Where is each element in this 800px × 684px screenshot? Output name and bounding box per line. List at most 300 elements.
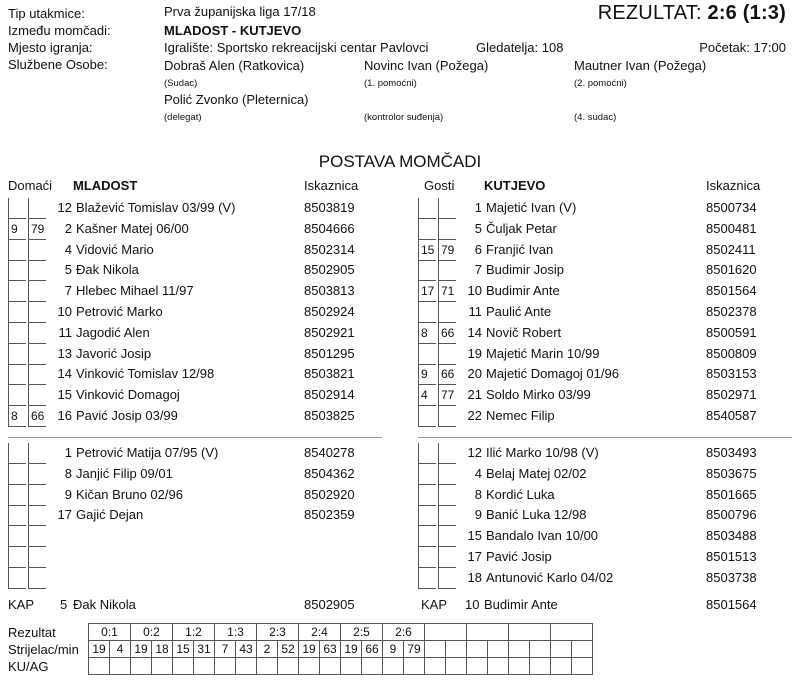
player-row <box>8 344 388 363</box>
player-name: Novič Robert <box>486 324 562 340</box>
player-number: 10 <box>57 304 72 319</box>
player-row <box>418 547 798 566</box>
sub-minute-box <box>438 406 456 427</box>
sub-in-box <box>418 219 436 240</box>
label-match-type: Tip utakmice: <box>8 6 85 21</box>
result-label: REZULTAT: <box>597 2 702 24</box>
player-id: 8501620 <box>706 262 757 278</box>
scorer-number-cell: 9 <box>383 641 404 658</box>
scorer-minute-cell: 18 <box>152 641 173 658</box>
sub-in-box: 8 <box>8 406 26 427</box>
card-cell <box>383 658 404 675</box>
player-name: Kašner Matej 06/00 <box>76 220 189 236</box>
away-side-label: Gosti <box>424 178 455 193</box>
scorer-number-cell: 2 <box>257 641 278 658</box>
card-cell <box>89 658 110 675</box>
scorer-minute-cell: 66 <box>362 641 383 658</box>
sub-in-box: 9 <box>418 364 436 385</box>
sub-in-box <box>8 302 26 323</box>
sub-minute-box <box>28 364 46 385</box>
sub-minute-box <box>28 505 46 526</box>
sub-minute-box <box>28 240 46 261</box>
player-number: 17 <box>57 507 72 523</box>
player-id: 8500591 <box>706 324 757 340</box>
official-referee-role: (Sudac) <box>164 78 198 89</box>
sub-minute-box <box>28 464 46 485</box>
player-row <box>8 364 388 383</box>
player-number: 19 <box>467 345 482 361</box>
player-name: Antunović Karlo 04/02 <box>486 569 614 585</box>
result-cell <box>467 624 509 641</box>
sub-minute-box <box>28 323 46 344</box>
player-name: Janjić Filip 09/01 <box>76 465 173 481</box>
sub-minute-box: 71 <box>438 281 456 302</box>
player-row <box>418 505 798 524</box>
card-cell <box>551 658 572 675</box>
sub-minute-box: 66 <box>438 364 456 385</box>
player-row <box>418 240 798 259</box>
player-name: Pavić Josip 03/99 <box>76 408 178 423</box>
sub-minute-box: 79 <box>438 240 456 261</box>
scorer-minute-cell: 4 <box>110 641 131 658</box>
player-name: Banić Luka 12/98 <box>486 507 587 523</box>
player-row <box>8 323 388 342</box>
sub-minute-box <box>438 547 456 568</box>
player-name: Budimir Ante <box>486 283 560 299</box>
scorer-number-cell: 7 <box>215 641 236 658</box>
venue-name: Igralište: Sportsko rekreacijski centar Pavlovci <box>164 40 429 55</box>
player-row <box>418 526 798 545</box>
player-id: 8501665 <box>706 486 757 502</box>
sub-in-box <box>418 443 436 464</box>
result-cell: 2:4 <box>299 624 341 641</box>
scorer-minute-cell <box>572 641 593 658</box>
label-cards: KU/AG <box>8 659 49 674</box>
player-number: 9 <box>64 486 72 502</box>
player-row <box>8 464 388 483</box>
sub-in-box <box>8 344 26 365</box>
sub-minute-box: 66 <box>28 406 46 427</box>
sub-in-box: 4 <box>418 385 436 406</box>
scorer-minute-cell: 31 <box>194 641 215 658</box>
sub-in-box <box>8 323 26 344</box>
player-name: Kordić Luka <box>486 486 555 502</box>
sub-minute-box <box>438 568 456 589</box>
scorer-number-cell: 19 <box>299 641 320 658</box>
player-row <box>418 485 798 504</box>
away-team-name: KUTJEVO <box>484 178 546 193</box>
player-id: 8503488 <box>706 528 757 544</box>
sub-minute-box <box>438 198 456 219</box>
player-name: Majetić Ivan (V) <box>486 200 577 215</box>
sub-minute-box <box>28 443 46 464</box>
player-id: 8502920 <box>304 486 355 502</box>
player-row <box>418 406 798 425</box>
sub-in-box <box>8 547 26 568</box>
player-id: 8503821 <box>304 366 355 382</box>
home-captain-name: Đak Nikola <box>73 597 136 612</box>
player-id: 8503813 <box>304 283 355 299</box>
label-result: Rezultat <box>8 625 56 640</box>
scorers-row <box>89 641 593 658</box>
player-number: 6 <box>474 241 482 257</box>
player-number: 7 <box>64 283 72 299</box>
sub-in-box <box>8 281 26 302</box>
home-divider <box>8 437 382 438</box>
away-captain-number: 10 <box>465 597 480 612</box>
player-id: 8502971 <box>706 387 757 403</box>
player-name: Jagodić Alen <box>76 324 150 340</box>
result-cell <box>425 624 467 641</box>
player-row <box>418 443 798 462</box>
player-id: 8503153 <box>706 366 757 382</box>
player-row <box>418 260 798 279</box>
player-row <box>8 385 388 404</box>
player-name: Blažević Tomislav 03/99 (V) <box>76 200 236 215</box>
player-row <box>8 260 388 279</box>
label-officials: Službene Osobe: <box>8 57 108 72</box>
player-id: 8502314 <box>304 241 355 257</box>
player-id: 8501564 <box>706 283 757 299</box>
sub-minute-box <box>438 260 456 281</box>
card-cell <box>404 658 425 675</box>
player-row <box>8 547 388 566</box>
player-row <box>418 219 798 238</box>
card-cell <box>446 658 467 675</box>
sub-minute-box <box>28 568 46 589</box>
player-number: 8 <box>474 486 482 502</box>
player-number: 15 <box>467 528 482 544</box>
player-number: 12 <box>57 200 72 215</box>
result-cell: 2:3 <box>257 624 299 641</box>
card-cell <box>509 658 530 675</box>
player-name: Đak Nikola <box>76 262 139 278</box>
player-id: 8502924 <box>304 304 355 319</box>
scorer-number-cell: 19 <box>89 641 110 658</box>
card-cell <box>215 658 236 675</box>
player-id: 8500481 <box>706 220 757 236</box>
player-id: 8503738 <box>706 569 757 585</box>
result-cell <box>551 624 593 641</box>
sub-minute-box <box>28 198 46 219</box>
away-divider <box>418 437 792 438</box>
result-cell: 0:1 <box>89 624 131 641</box>
player-name: Vinković Tomislav 12/98 <box>76 366 215 382</box>
result-cell: 0:2 <box>131 624 173 641</box>
sub-minute-box <box>28 302 46 323</box>
player-name: Petrović Marko <box>76 304 163 319</box>
card-cell <box>152 658 173 675</box>
sub-in-box <box>8 198 26 219</box>
sub-in-box <box>8 568 26 589</box>
sub-minute-box <box>28 385 46 406</box>
sub-minute-box: 79 <box>28 219 46 240</box>
scorer-minute-cell: 43 <box>236 641 257 658</box>
player-id: 8502411 <box>706 241 756 257</box>
player-number: 12 <box>467 445 482 460</box>
player-name: Čuljak Petar <box>486 220 557 236</box>
result-cell: 1:3 <box>215 624 257 641</box>
label-between-teams: Između momčadi: <box>8 23 111 38</box>
card-cell <box>236 658 257 675</box>
card-cell <box>257 658 278 675</box>
player-row <box>8 406 388 425</box>
player-row <box>8 568 388 587</box>
result-cell <box>509 624 551 641</box>
home-captain-number: 5 <box>60 597 68 612</box>
sub-minute-box <box>28 526 46 547</box>
sub-minute-box <box>438 526 456 547</box>
match-teams: MLADOST - KUTJEVO <box>164 23 302 38</box>
sub-in-box <box>8 505 26 526</box>
away-captain-id: 8501564 <box>706 597 757 612</box>
player-number: 4 <box>64 241 72 257</box>
player-id: 8500734 <box>706 200 757 215</box>
card-cell <box>278 658 299 675</box>
sub-in-box <box>8 260 26 281</box>
player-number: 5 <box>474 220 482 236</box>
results-row <box>89 624 593 641</box>
player-row <box>418 281 798 300</box>
player-id: 8501295 <box>304 345 355 361</box>
sub-in-box <box>418 260 436 281</box>
player-row <box>8 505 388 524</box>
card-cell <box>194 658 215 675</box>
player-name: Majetić Domagoj 01/96 <box>486 366 619 382</box>
player-number: 13 <box>57 345 72 361</box>
sub-minute-box <box>438 302 456 323</box>
player-number: 14 <box>57 366 72 382</box>
result-cell: 1:2 <box>173 624 215 641</box>
sub-minute-box <box>28 260 46 281</box>
player-id: 8503493 <box>706 445 757 460</box>
official-delegate-role: (delegat) <box>164 112 202 123</box>
official-controller-role: (kontrolor suđenja) <box>364 112 444 123</box>
player-number: 14 <box>467 324 482 340</box>
sub-minute-box <box>438 344 456 365</box>
sub-minute-box <box>28 547 46 568</box>
player-number: 10 <box>467 283 482 299</box>
sub-in-box <box>418 464 436 485</box>
away-captain-name: Budimir Ante <box>484 597 558 612</box>
player-number: 9 <box>474 507 482 523</box>
player-id: 8500809 <box>706 345 757 361</box>
player-id: 8502378 <box>706 304 757 319</box>
sub-in-box <box>8 464 26 485</box>
sub-minute-box <box>438 443 456 464</box>
home-captain-label: KAP <box>8 597 35 612</box>
away-id-header: Iskaznica <box>706 178 761 193</box>
player-id: 8503825 <box>304 408 355 423</box>
player-name: Pavić Josip <box>486 549 552 564</box>
sub-in-box <box>418 505 436 526</box>
player-id: 8500796 <box>706 507 757 523</box>
league-name: Prva županijska liga 17/18 <box>164 4 316 19</box>
card-cell <box>362 658 383 675</box>
sub-minute-box: 77 <box>438 385 456 406</box>
scorer-number-cell <box>551 641 572 658</box>
official-delegate-name: Polić Zvonko (Pleternica) <box>164 92 309 107</box>
sub-in-box: 9 <box>8 219 26 240</box>
sub-minute-box <box>28 344 46 365</box>
official-referee-name: Dobraš Alen (Ratkovica) <box>164 58 305 73</box>
sub-in-box <box>8 364 26 385</box>
player-number: 8 <box>64 465 72 481</box>
sub-minute-box <box>438 219 456 240</box>
player-number: 16 <box>57 408 72 423</box>
scorer-number-cell <box>467 641 488 658</box>
player-name: Gajić Dejan <box>76 507 144 523</box>
sub-in-box <box>418 526 436 547</box>
sub-in-box <box>418 485 436 506</box>
sub-minute-box <box>438 464 456 485</box>
sub-in-box <box>8 485 26 506</box>
player-id: 8540587 <box>706 408 757 423</box>
away-captain-label: KAP <box>421 597 448 612</box>
home-id-header: Iskaznica <box>304 178 359 193</box>
player-name: Belaj Matej 02/02 <box>486 465 587 481</box>
scorer-minute-cell: 79 <box>404 641 425 658</box>
player-name: Majetić Marin 10/99 <box>486 345 600 361</box>
attendance: Gledatelja: 108 <box>476 40 564 55</box>
player-number: 11 <box>468 304 482 319</box>
home-captain-id: 8502905 <box>304 597 355 612</box>
player-id: 8502359 <box>304 507 355 523</box>
sub-in-box <box>8 385 26 406</box>
player-number: 2 <box>64 220 72 236</box>
card-cell <box>110 658 131 675</box>
player-row <box>8 526 388 545</box>
scorer-minute-cell <box>530 641 551 658</box>
scorer-number-cell: 19 <box>131 641 152 658</box>
scorer-minute-cell <box>488 641 509 658</box>
player-row <box>8 443 388 462</box>
sub-in-box: 15 <box>418 240 436 261</box>
scorer-minute-cell <box>446 641 467 658</box>
sub-in-box <box>418 344 436 365</box>
card-cell <box>488 658 509 675</box>
player-number: 17 <box>467 549 482 564</box>
sub-minute-box <box>28 281 46 302</box>
scorer-number-cell <box>509 641 530 658</box>
sub-in-box <box>418 547 436 568</box>
player-number: 11 <box>58 324 72 340</box>
player-number: 1 <box>64 445 72 460</box>
kickoff-time: Početak: 17:00 <box>699 40 786 55</box>
home-team-name: MLADOST <box>73 178 138 193</box>
player-number: 4 <box>474 465 482 481</box>
score-grid <box>88 623 593 675</box>
player-row <box>418 302 798 321</box>
sub-minute-box <box>28 485 46 506</box>
result-cell: 2:5 <box>341 624 383 641</box>
player-name: Bandalo Ivan 10/00 <box>486 528 599 544</box>
player-id: 8540278 <box>304 445 355 460</box>
player-number: 15 <box>57 387 72 403</box>
player-id: 8503675 <box>706 465 757 481</box>
player-row <box>8 281 388 300</box>
player-row <box>418 323 798 342</box>
player-number: 22 <box>467 408 482 423</box>
player-id: 8502914 <box>304 387 355 403</box>
result-cell: 2:6 <box>383 624 425 641</box>
player-name: Vidović Mario <box>76 241 154 257</box>
player-name: Franjić Ivan <box>486 241 554 257</box>
player-name: Kičan Bruno 02/96 <box>76 486 183 502</box>
player-row <box>8 219 388 238</box>
player-row <box>8 485 388 504</box>
home-side-label: Domaći <box>8 178 53 193</box>
player-number: 18 <box>467 569 482 585</box>
sub-in-box <box>418 406 436 427</box>
official-assistant1-name: Novinc Ivan (Požega) <box>364 58 489 73</box>
card-cell <box>341 658 362 675</box>
card-cell <box>530 658 551 675</box>
player-row <box>418 344 798 363</box>
player-row <box>418 568 798 587</box>
card-cell <box>572 658 593 675</box>
player-id: 8503819 <box>304 200 355 215</box>
sub-in-box: 8 <box>418 323 436 344</box>
scorer-minute-cell: 52 <box>278 641 299 658</box>
player-number: 7 <box>474 262 482 278</box>
player-row <box>418 198 798 217</box>
sub-in-box <box>8 443 26 464</box>
player-row <box>8 302 388 321</box>
scorer-number-cell: 15 <box>173 641 194 658</box>
cards-row <box>89 658 593 675</box>
card-cell <box>425 658 446 675</box>
player-id: 8502921 <box>304 324 355 340</box>
card-cell <box>467 658 488 675</box>
player-name: Nemec Filip <box>486 408 555 423</box>
card-cell <box>299 658 320 675</box>
player-name: Budimir Josip <box>486 262 565 278</box>
sub-in-box <box>418 198 436 219</box>
player-id: 8504666 <box>304 220 355 236</box>
sub-minute-box: 66 <box>438 323 456 344</box>
player-name: Paulić Ante <box>486 304 552 319</box>
player-row <box>8 198 388 217</box>
sub-in-box <box>8 526 26 547</box>
player-id: 8501513 <box>706 549 757 564</box>
match-result <box>598 2 786 25</box>
player-number: 5 <box>64 262 72 278</box>
official-assistant2-name: Mautner Ivan (Požega) <box>574 58 707 73</box>
player-number: 20 <box>467 366 482 382</box>
card-cell <box>173 658 194 675</box>
label-venue: Mjesto igranja: <box>8 40 93 55</box>
player-row <box>8 240 388 259</box>
lineup-title: POSTAVA MOMČADI <box>318 152 482 171</box>
player-row <box>418 385 798 404</box>
player-name: Hlebec Mihael 11/97 <box>76 283 194 299</box>
sub-in-box <box>418 302 436 323</box>
sub-minute-box <box>438 505 456 526</box>
player-name: Vinković Domagoj <box>76 387 180 403</box>
player-number: 21 <box>467 387 482 403</box>
player-id: 8502905 <box>304 262 355 278</box>
scorer-number-cell: 19 <box>341 641 362 658</box>
player-name: Ilić Marko 10/98 (V) <box>486 445 599 460</box>
label-scorer-minute: Strijelac/min <box>8 642 79 657</box>
sub-in-box: 17 <box>418 281 436 302</box>
sub-in-box <box>8 240 26 261</box>
card-cell <box>131 658 152 675</box>
scorer-number-cell <box>425 641 446 658</box>
official-assistant2-role: (2. pomoćni) <box>574 78 627 89</box>
scorer-minute-cell: 63 <box>320 641 341 658</box>
